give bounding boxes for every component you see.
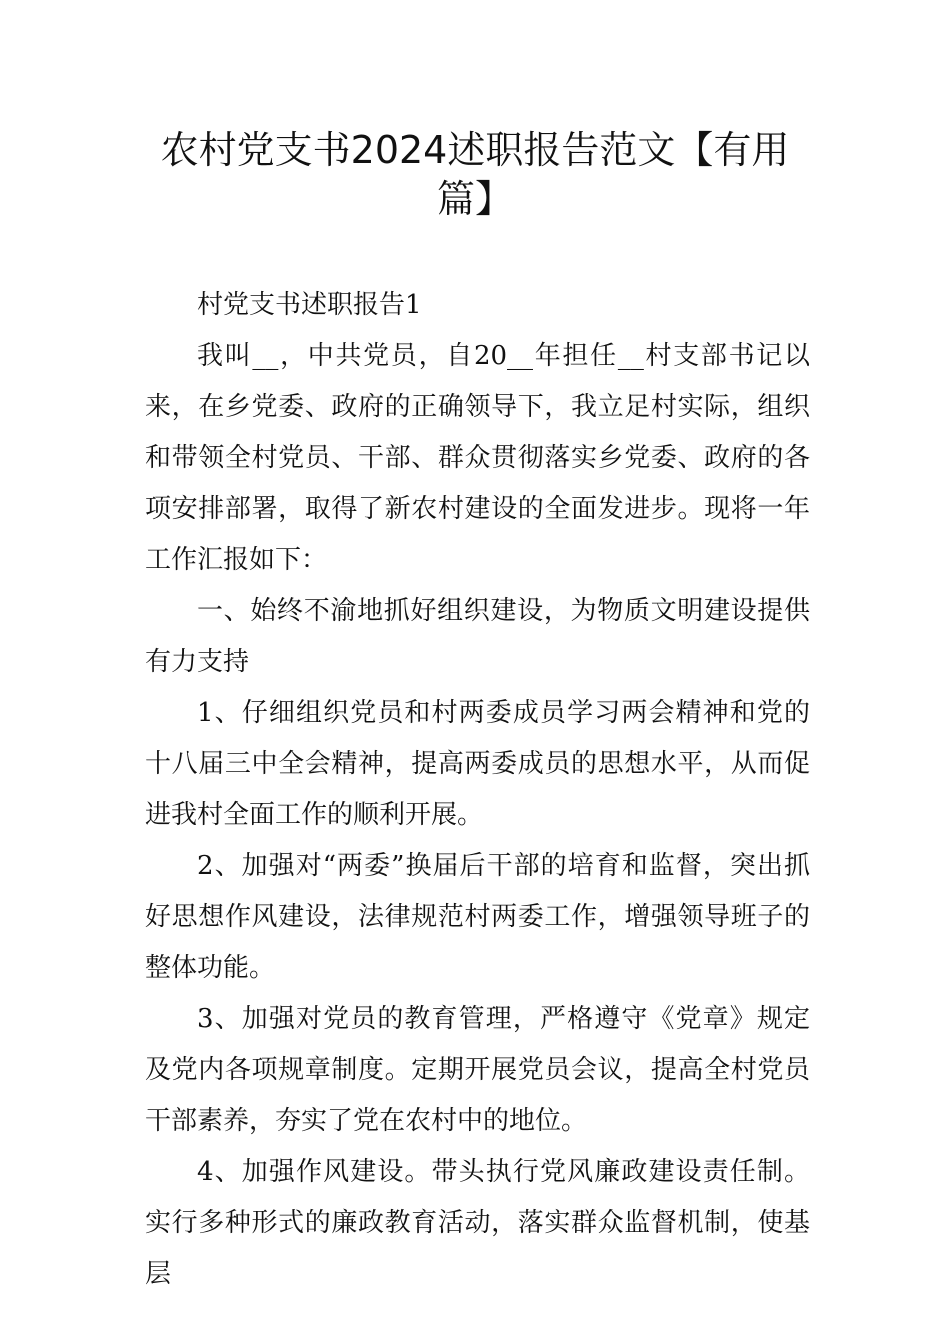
document-body	[145, 280, 810, 1300]
paragraph-item-4: 4、加强作风建设。带头执行党风廉政建设责任制。实行多种形式的廉政教育活动，落实群众监督机制，使基层	[145, 1157, 810, 1289]
document-title: 农村党支书2024述职报告范文【有用篇】	[160, 128, 790, 221]
paragraph-item-1: 1、仔细组织党员和村两委成员学习两会精神和党的十八届三中全会精神，提高两委成员的思想水平，从而促进我村全面工作的顺利开展。	[145, 698, 810, 830]
paragraph-section-one: 一、始终不渝地抓好组织建设，为物质文明建设提供有力支持	[145, 596, 810, 677]
paragraph-intro: 我叫__，中共党员，自20__年担任__村支部书记以来，在乡党委、政府的正确领导下，我立足村实际，组织和带领全村党员、干部、群众贯彻落实乡党委、政府的各项安排部署，取得了新农村建设的全面发进步。现将一年工作汇报如下：	[145, 341, 810, 575]
paragraph-item-2: 2、加强对“两委”换届后干部的培育和监督，突出抓好思想作风建设，法律规范村两委工作，增强领导班子的整体功能。	[145, 851, 810, 983]
paragraph-item-3: 3、加强对党员的教育管理，严格遵守《党章》规定及党内各项规章制度。定期开展党员会议，提高全村党员干部素养，夯实了党在农村中的地位。	[145, 1004, 810, 1136]
paragraph-heading: 村党支书述职报告1	[197, 290, 422, 320]
